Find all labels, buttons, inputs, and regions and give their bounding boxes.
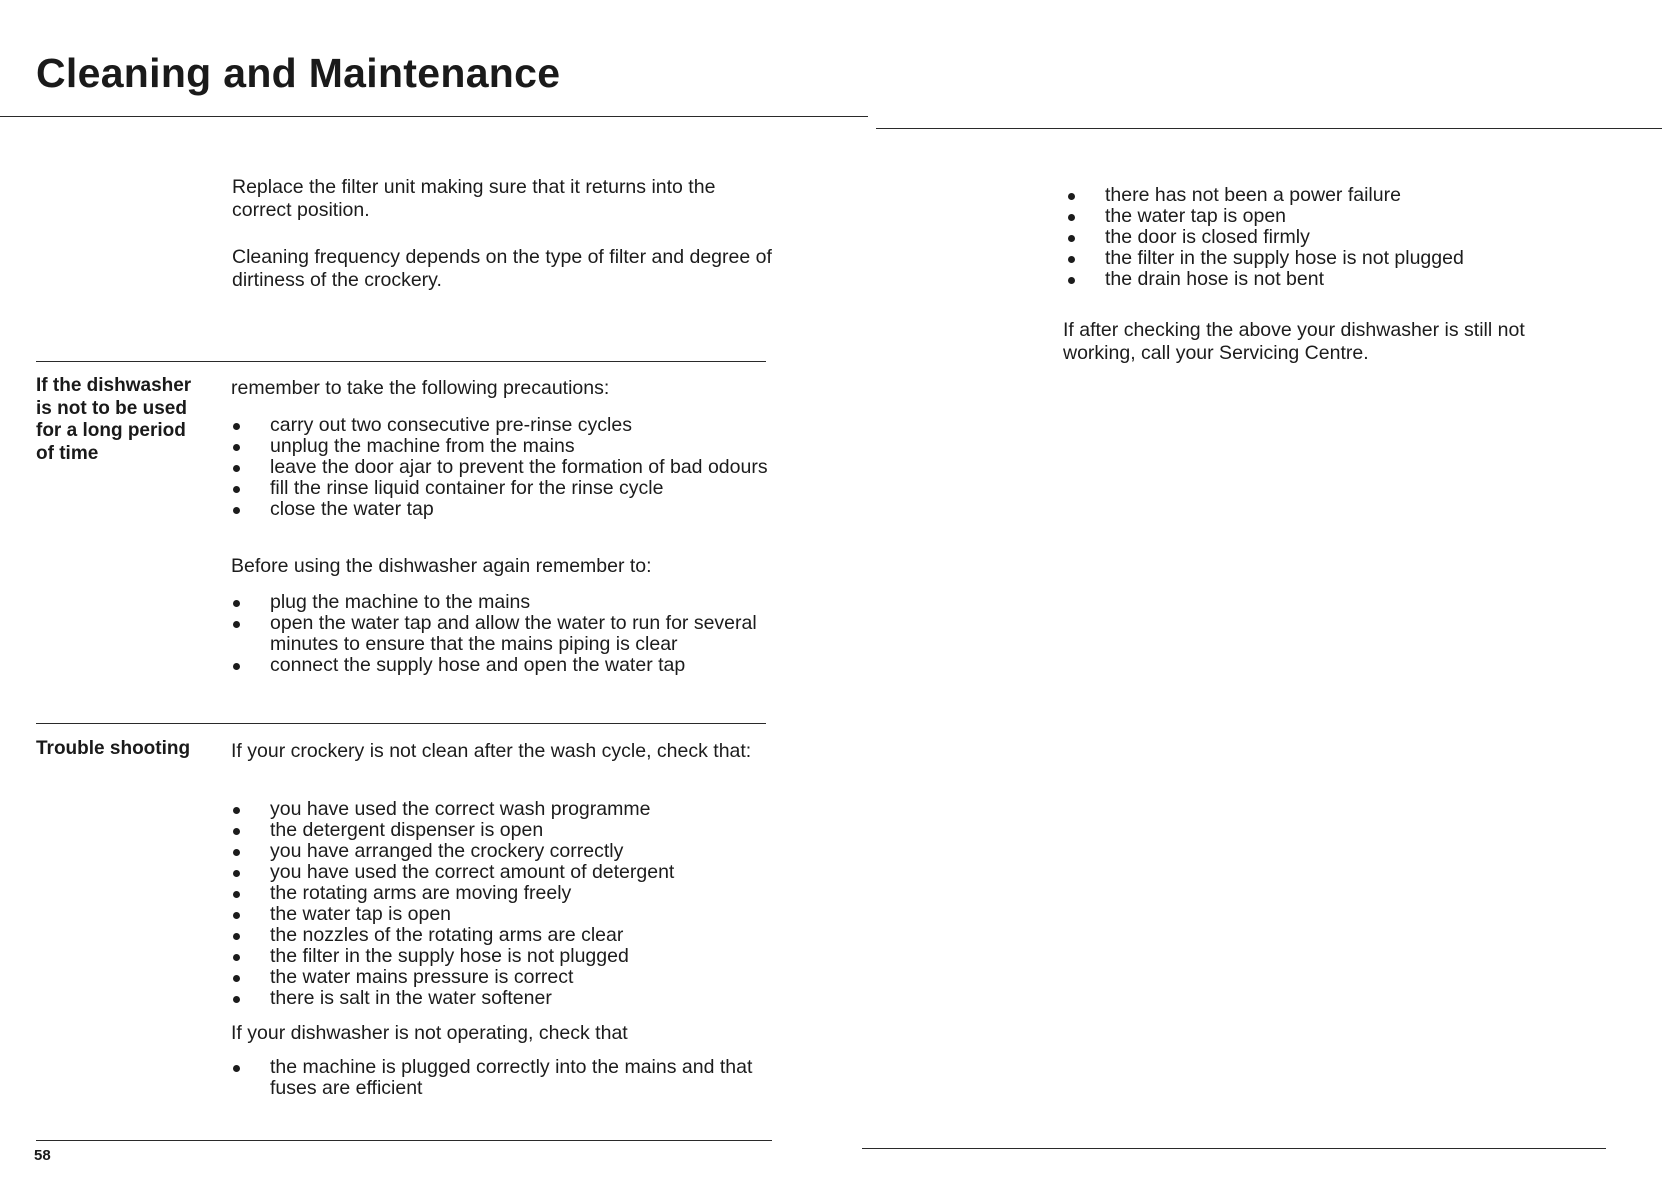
list-item: the filter in the supply hose is not plugged [1064,248,1624,269]
list-item: the door is closed firmly [1064,227,1624,248]
page-number-left: 58 [34,1147,51,1164]
troubleshooting-intro: If your crockery is not clean after the wash cycle, check that: [231,740,752,762]
list-item: the water tap is open [229,904,771,925]
restart-intro: Before using the dishwasher again remember to: [231,555,652,577]
list-item: the rotating arms are moving freely [229,883,771,904]
section-label-troubleshooting: Trouble shooting [36,738,191,759]
list-item: you have arranged the crockery correctly [229,841,771,862]
section-label-storage: If the dishwasher is not to be used for a long period of time [36,375,192,464]
list-item: plug the machine to the mains [229,592,771,613]
troubleshooting-checks-list [229,799,771,1009]
list-item: carry out two consecutive pre-rinse cycles [229,415,771,436]
list-item: open the water tap and allow the water to run for several minutes to ensure that the mains piping is clear [229,613,771,655]
list-item: the detergent dispenser is open [229,820,771,841]
list-item: the drain hose is not bent [1064,269,1624,290]
footer-divider-left [36,1140,772,1141]
list-item: the machine is plugged correctly into the mains and that fuses are efficient [229,1057,771,1099]
list-item: fill the rinse liquid container for the rinse cycle [229,478,771,499]
list-item: the water mains pressure is correct [229,967,771,988]
list-item: close the water tap [229,499,771,520]
list-item: the nozzles of the rotating arms are clear [229,925,771,946]
section-divider-storage [36,361,766,362]
section-divider-troubleshooting [36,723,766,724]
list-item: the water tap is open [1064,206,1624,227]
list-item: unplug the machine from the mains [229,436,771,457]
precautions-intro: remember to take the following precautions: [231,377,610,399]
list-item: connect the supply hose and open the water tap [229,655,771,676]
list-item: you have used the correct amount of detergent [229,862,771,883]
intro-paragraph-frequency: Cleaning frequency depends on the type of filter and degree of dirtiness of the crockery. [232,246,772,291]
title-divider-right [876,128,1662,129]
restart-steps-list [229,592,771,676]
right-checks-list [1064,185,1624,290]
footer-divider-right [862,1148,1606,1149]
title-divider-left [0,116,868,117]
list-item: there is salt in the water softener [229,988,771,1009]
list-item: leave the door ajar to prevent the formation of bad odours [229,457,771,478]
list-item: the filter in the supply hose is not plugged [229,946,771,967]
list-item: there has not been a power failure [1064,185,1624,206]
servicing-centre-note: If after checking the above your dishwasher is still not working, call your Servicing Centre. [1063,319,1525,364]
page-title: Cleaning and Maintenance [36,50,561,96]
not-operating-checks-list [229,1057,771,1099]
not-operating-intro: If your dishwasher is not operating, check that [231,1022,628,1044]
list-item: you have used the correct wash programme [229,799,771,820]
precautions-list [229,415,771,520]
intro-paragraph-filter: Replace the filter unit making sure that it returns into the correct position. [232,176,716,221]
